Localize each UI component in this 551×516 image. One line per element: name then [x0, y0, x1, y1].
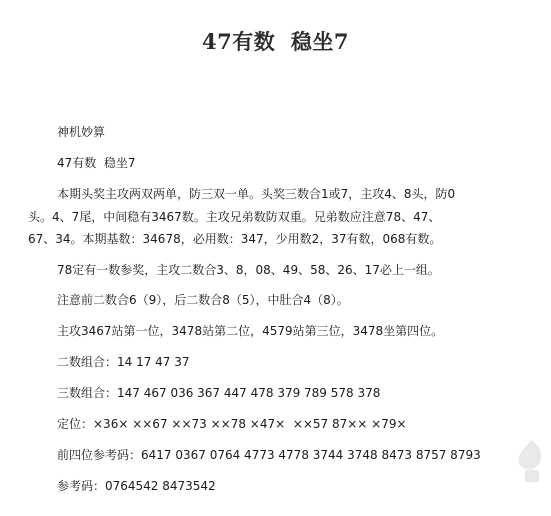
reference-codes: 参考码：0764542 8473542 [57, 479, 216, 493]
section-heading: 神机妙算 [57, 125, 106, 139]
page-title: 47有数 稳坐7 [202, 29, 349, 54]
position-line: 主攻3467站第一位，3478站第二位，4579站第三位，3478坐第四位。 [57, 324, 444, 338]
prediction-line: 78定有一数参奖，主攻二数合3、8，08、49、58、26、17必上一组。 [57, 263, 440, 277]
watermark-icon [511, 436, 551, 486]
three-digit-combos: 三数组合：147 467 036 367 447 478 379 789 578 378 [57, 386, 381, 400]
analysis-line-1: 本期头奖主攻两双两单，防三双一单。头奖三数合1或7，主攻4、8头，防0 [57, 187, 456, 201]
two-digit-combos: 二数组合：14 17 47 37 [57, 355, 190, 369]
subtitle-line: 47有数 稳坐7 [57, 156, 136, 170]
positional-codes: 定位：×36× ××67 ××73 ××78 ×47× ××57 87×× ×79× [57, 417, 407, 431]
sum-note-line: 注意前二数合6（9），后二数合8（5），中肚合4（8）。 [57, 293, 349, 307]
front-four-reference: 前四位参考码：6417 0367 0764 4773 4778 3744 3748 8473 8757 8793 [57, 448, 481, 462]
analysis-line-3: 67、34。本期基数：34678，必用数：347，少用数2，37有数，068有数。 [28, 232, 442, 246]
analysis-line-2: 头。4、7尾，中间稳有3467数。主攻兄弟数防双重。兄弟数应注意78、47、 [28, 210, 441, 224]
